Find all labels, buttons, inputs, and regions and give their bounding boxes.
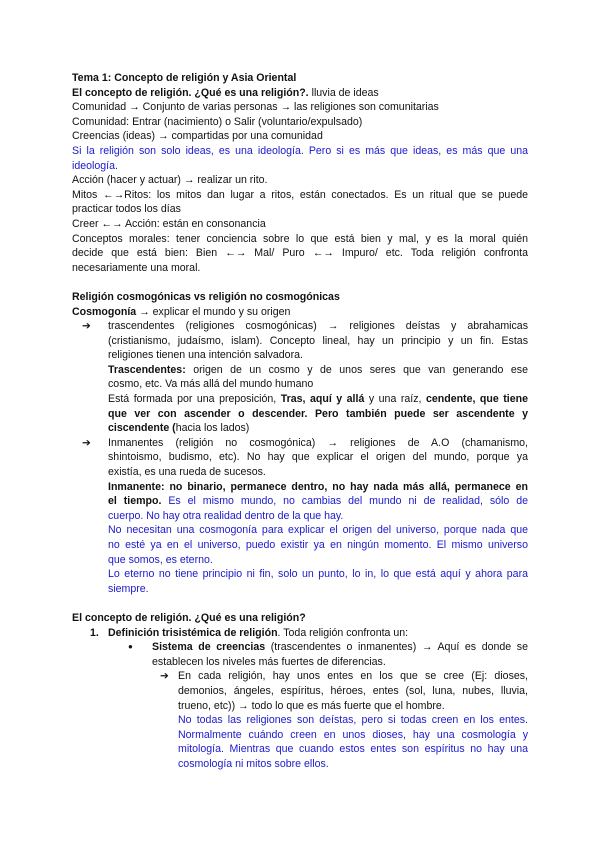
section-heading: El concepto de religión. ¿Qué es una religión?. lluvia de ideas	[72, 86, 379, 99]
highlight-text: ideología.	[72, 159, 118, 172]
dot-bullet-icon: ●	[128, 642, 133, 652]
list-item: ➔ Inmanentes (religión no cosmogónica) → religiones de A.O (chamanismo, shintoismo, budismo, etc). No hay que explicar el origen del mundo, porque ya existía, es una rueda de sucesos. Inmanente: no binario, permanece dentro, no hay nada más allá, permanece en el tiempo. Es el mismo mundo, no cambias del mundo ni de realidad, sólo de cuerpo. No hay otra realidad dentro de la que hay. No necesitan una cosmogonía para explicar el origen del universo, porque nada que no esté ya en el universo, puedo existir ya en ningún momento. El mismo universo que somos, es eterno. Lo eterno no tiene principio ni fin, solo un punto, lo in, lo que está aquí y ahora para siempre.	[82, 436, 528, 595]
text-line: Conceptos morales: tener conciencia sobre lo que está bien y mal, y es la moral quién	[72, 232, 528, 245]
text-line: Comunidad: Entrar (nacimiento) o Salir (voluntario/expulsado)	[72, 115, 363, 128]
arrow-bullet-icon: ➔	[82, 436, 91, 449]
document-title: Tema 1: Concepto de religión y Asia Oriental	[72, 72, 297, 84]
text-line: Creencias (ideas) → compartidas por una comunidad	[72, 130, 323, 143]
item-number: 1.	[90, 626, 99, 639]
document-page	[72, 71, 528, 772]
highlight-text: Si la religión son solo ideas, es una ideología. Pero si es más que ideas, es más que una	[72, 144, 528, 157]
text-line: Mitos ←→Ritos: los mitos dan lugar a ritos, están conectados. Es un ritual que se puede	[72, 188, 528, 201]
text-line: Cosmogonía → explicar el mundo y su origen	[72, 305, 291, 318]
section-heading: Religión cosmogónicas vs religión no cosmogónicas	[72, 290, 340, 303]
list-item: ➔ En cada religión, hay unos entes en los que se cree (Ej: dioses, demonios, ángeles, espíritus, héroes, entes (sol, luna, nubes, lluvia, trueno, etc)) → todo lo que es más fuerte que el hombre. No todas las religiones son deístas, pero si todas creen en los entes. Normalmente cuándo creen en unos dioses, hay una cosmología y mitología. Mientras que cuando estos entes son espíritus no hay una cosmología ni mitos sobre ellos.	[160, 670, 528, 770]
list-item: ➔ trascendentes (religiones cosmogónicas) → religiones deístas y abrahamicas (cristianismo, judaísmo, islam). Concepto lineal, hay un principio y un fin. Estas religiones tienen una intención salvadora. Trascendentes: origen de un cosmo y de unos seres que van generando ese cosmo, etc. Va más allá del mundo humano Está formada por una preposición, Tras, aquí y allá y una raíz, cendente, que tiene que ver con ascender o descender. Pero también puede ser ascendente y ciscendente (hacia los lados)	[82, 320, 529, 435]
text-line: Acción (hacer y actuar) → realizar un rito.	[72, 174, 268, 187]
text-line: necesariamente una moral.	[72, 261, 201, 274]
numbered-item: 1. Definición trisistémica de religión. Toda religión confronta un:	[90, 626, 409, 639]
text-line: decide que está bien: Bien ←→ Mal/ Puro ←→ Impuro/ etc. Toda religión confronta	[72, 247, 528, 260]
text-line: practicar todos los días	[72, 203, 181, 216]
text-line: Creer ←→ Acción: están en consonancia	[72, 217, 266, 230]
arrow-bullet-icon: ➔	[82, 320, 91, 333]
arrow-bullet-icon: ➔	[160, 670, 169, 683]
text-line: Comunidad → Conjunto de varias personas → las religiones son comunitarias	[72, 101, 439, 114]
section-heading: El concepto de religión. ¿Qué es una religión?	[72, 611, 306, 624]
list-item: ● Sistema de creencias (trascendentes o inmanentes) → Aquí es donde se establecen los niveles más fuertes de diferencias.	[128, 641, 528, 668]
